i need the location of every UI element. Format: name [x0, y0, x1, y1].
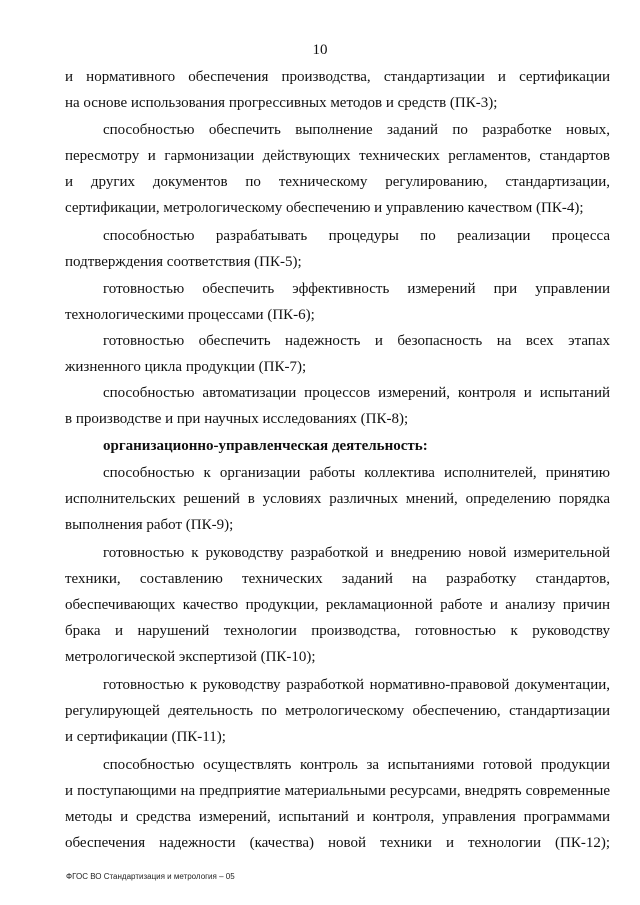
- text-line: сертификации, метрологическому обеспечению и управлению качеством (ПК-4);: [65, 200, 584, 216]
- text-line: и поступающими на предприятие материальными ресурсами, внедрять современные: [65, 783, 610, 799]
- text-line: регулирующей деятельность по метрологическому обеспечению, стандартизации: [65, 703, 610, 719]
- text-line: готовностью к руководству разработкой нормативно-правовой документации,: [103, 677, 610, 693]
- text-line: и сертификации (ПК-11);: [65, 729, 226, 745]
- section-heading: организационно-управленческая деятельность:: [103, 438, 428, 454]
- text-line: жизненного цикла продукции (ПК-7);: [65, 359, 307, 375]
- text-line: технологическими процессами (ПК-6);: [65, 307, 315, 323]
- text-line: готовностью обеспечить эффективность измерений при управлении: [103, 281, 610, 297]
- text-line: на основе использования прогрессивных методов и средств (ПК-3);: [65, 95, 498, 111]
- text-line: обеспечивающих качество продукции, рекламационной работе и анализу причин: [65, 597, 610, 613]
- text-line: пересмотру и гармонизации действующих технических регламентов, стандартов: [65, 148, 610, 164]
- text-line: техники, составлению технических заданий на разработку стандартов,: [65, 571, 610, 587]
- text-line: способностью разрабатывать процедуры по реализации процесса: [103, 228, 610, 244]
- text-line: в производстве и при научных исследованиях (ПК-8);: [65, 411, 409, 427]
- text-line: выполнения работ (ПК-9);: [65, 517, 234, 533]
- text-line: способностью к организации работы коллектива исполнителей, принятию: [103, 465, 610, 481]
- text-line: исполнительских решений в условиях различных мнений, определению порядка: [65, 491, 610, 507]
- text-line: брака и нарушений технологии производства, готовностью к руководству: [65, 623, 610, 639]
- text-line: готовностью обеспечить надежность и безопасность на всех этапах: [103, 333, 610, 349]
- text-line: подтверждения соответствия (ПК-5);: [65, 254, 302, 270]
- text-line: методы и средства измерений, испытаний и контроля, управления программами: [65, 809, 610, 825]
- text-line: способностью автоматизации процессов измерений, контроля и испытаний: [103, 385, 610, 401]
- text-line: и нормативного обеспечения производства, стандартизации и сертификации: [65, 69, 610, 85]
- text-line: обеспечения надежности (качества) новой техники и технологии (ПК-12);: [65, 835, 610, 851]
- text-line: способностью обеспечить выполнение заданий по разработке новых,: [103, 122, 610, 138]
- text-line: способностью осуществлять контроль за испытаниями готовой продукции: [103, 757, 610, 773]
- text-line: и других документов по техническому регулированию, стандартизации,: [65, 174, 610, 190]
- page-number: 10: [312, 42, 328, 58]
- text-line: готовностью к руководству разработкой и внедрению новой измерительной: [103, 545, 610, 561]
- page-footer: ФГОС ВО Стандартизация и метрология – 05: [66, 872, 235, 881]
- text-line: метрологической экспертизой (ПК-10);: [65, 649, 316, 665]
